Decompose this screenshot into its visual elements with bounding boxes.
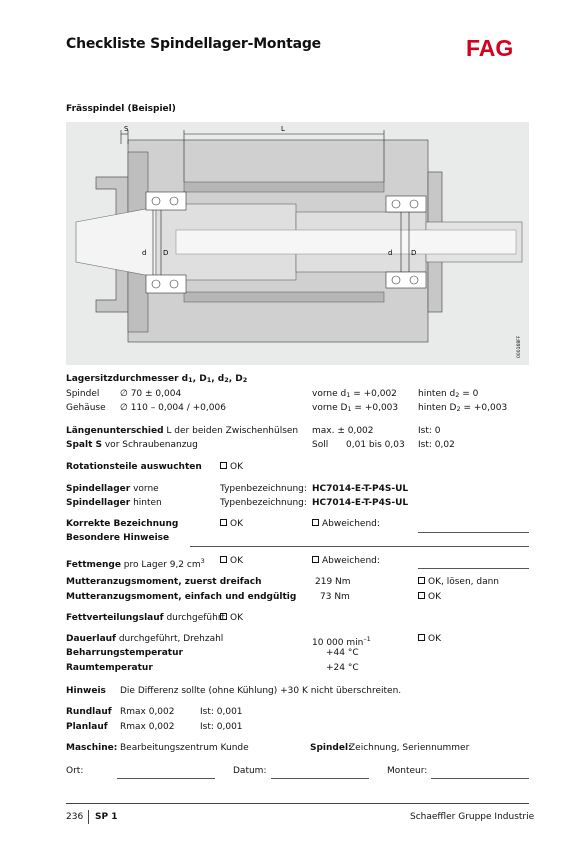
raum-value: +24 °C <box>326 663 359 673</box>
section-code: SP 1 <box>95 812 118 822</box>
mutter1-label: Mutteranzugsmoment, zuerst dreifach <box>66 577 262 587</box>
gehaeuse-hinten: hinten D2 = +0,003 <box>418 403 508 413</box>
spacer-top <box>184 182 384 192</box>
raum-label: Raumtemperatur <box>66 663 153 673</box>
label-D2: D <box>411 249 417 257</box>
spalt-ist: Ist: 0,02 <box>418 440 455 450</box>
rundlauf-ist: Ist: 0,001 <box>200 707 243 717</box>
hinweis-text: Die Differenz sollte (ohne Kühlung) +30 K nicht überschreiten. <box>120 686 402 696</box>
typ-hinten-value: HC7014-E-T-P4S-UL <box>312 498 409 508</box>
spalt-label: Spalt S vor Schraubenanzug <box>66 440 198 450</box>
footer-separator <box>88 810 89 824</box>
planlauf-ist: Ist: 0,001 <box>200 722 243 732</box>
checkbox-icon <box>220 613 227 620</box>
fettvert-label: Fettverteilungslauf durchgeführt <box>66 613 226 623</box>
mutter2-value: 73 Nm <box>320 592 350 602</box>
figure-caption: Frässpindel (Beispiel) <box>66 104 176 114</box>
spindel-vorne: vorne d1 = +0,002 <box>312 389 397 399</box>
label-l: L <box>281 125 285 133</box>
hinweis-label: Hinweis <box>66 686 106 696</box>
laengen-label: Längenunterschied L der beiden Zwischenhülsen <box>66 426 299 436</box>
beharrung-label: Beharrungstemperatur <box>66 648 183 658</box>
label-s: S <box>124 125 129 133</box>
dauerlauf-label: Dauerlauf durchgeführt, Drehzahl <box>66 634 224 644</box>
dauerlauf-value: 10 000 $\min^{-1}$ <box>312 635 371 648</box>
rundlauf-label: Rundlauf <box>66 707 112 717</box>
gehaeuse-tolerance: ∅ 110 – 0,004 / +0,006 <box>120 403 226 413</box>
besondere-field[interactable] <box>190 546 529 547</box>
fett-abweichend-checkbox[interactable]: Abweichend: <box>312 556 380 567</box>
spalt-soll: Soll <box>312 440 329 450</box>
dauerlauf-ok-checkbox[interactable]: OK <box>418 634 441 645</box>
laengen-max: max. ± 0,002 <box>312 426 374 436</box>
checkbox-icon <box>418 592 425 599</box>
datum-field[interactable] <box>271 778 369 779</box>
mutter1-value: 219 Nm <box>315 577 351 587</box>
company-name: Schaeffler Gruppe Industrie <box>410 812 535 822</box>
maschine-value: Bearbeitungszentrum Kunde <box>120 743 249 753</box>
ort-field[interactable] <box>117 778 215 779</box>
besondere-label: Besondere Hinweise <box>66 533 170 543</box>
spalt-soll-value: 0,01 bis 0,03 <box>346 440 405 450</box>
fett-abweichend-field[interactable] <box>418 568 529 569</box>
spindle-cross-section <box>66 122 529 365</box>
monteur-label: Monteur: <box>387 766 428 776</box>
label-d1: d <box>142 249 147 257</box>
planlauf-rmax: Rmax 0,002 <box>120 722 175 732</box>
footer-divider <box>66 803 529 804</box>
ort-label: Ort: <box>66 766 84 776</box>
spindel-hinten: hinten d2 = 0 <box>418 389 479 399</box>
mutter2-label: Mutteranzugsmoment, einfach und endgültig <box>66 592 297 602</box>
maschine-label: Maschine: <box>66 743 118 753</box>
monteur-field[interactable] <box>431 778 529 779</box>
checkbox-icon <box>220 519 227 526</box>
checkbox-icon <box>220 556 227 563</box>
page-number: 236 <box>66 812 84 822</box>
rotation-label: Rotationsteile auswuchten <box>66 462 202 472</box>
gehaeuse-vorne: vorne D1 = +0,003 <box>312 403 399 413</box>
spindellager-vorne-label: Spindellager vorne <box>66 484 159 494</box>
checkbox-icon <box>418 634 425 641</box>
spacer-bottom <box>184 292 384 302</box>
fett-ok-checkbox[interactable]: OK <box>220 556 243 567</box>
mutter1-ok-checkbox[interactable]: OK, lösen, dann <box>418 577 499 588</box>
checkbox-icon <box>418 577 425 584</box>
shaft-bore <box>176 230 516 254</box>
spindel-tolerance: ∅ 70 ± 0,004 <box>120 389 182 399</box>
spindel-value: Zeichnung, Seriennummer <box>349 743 470 753</box>
taper-bore <box>76 207 156 277</box>
typ-vorne-value: HC7014-E-T-P4S-UL <box>312 484 409 494</box>
checkbox-icon <box>220 462 227 469</box>
fettvert-ok-checkbox[interactable]: OK <box>220 613 243 624</box>
fag-logo <box>466 36 529 60</box>
spindle-drawing <box>66 122 529 365</box>
label-D1: D <box>163 249 169 257</box>
typ-hinten-label: Typenbezeichnung: <box>220 498 307 508</box>
rotation-ok-checkbox[interactable]: OK <box>220 462 243 473</box>
fett-label: Fettmenge pro Lager 9,2 $cm^3$ <box>66 557 205 570</box>
spindellager-hinten-label: Spindellager hinten <box>66 498 162 508</box>
beharrung-value: +44 °C <box>326 648 359 658</box>
laengen-ist: Ist: 0 <box>418 426 441 436</box>
checkbox-icon <box>312 519 319 526</box>
datum-label: Datum: <box>233 766 267 776</box>
fag-logo-text: FAG <box>466 36 514 60</box>
korrekt-label: Korrekte Bezeichnung <box>66 519 179 529</box>
label-d2: d <box>388 249 393 257</box>
korrekt-abweichend-field[interactable] <box>418 532 529 533</box>
korrekt-abweichend-checkbox[interactable]: Abweichend: <box>312 519 380 530</box>
figure-code: 000168FF <box>517 335 522 358</box>
spindel-label: Spindel <box>66 389 100 399</box>
lagersitz-heading: Lagersitzdurchmesser d1, D1, d2, D2 <box>66 374 248 384</box>
mutter2-ok-checkbox[interactable]: OK <box>418 592 441 603</box>
checkbox-icon <box>312 556 319 563</box>
typ-vorne-label: Typenbezeichnung: <box>220 484 307 494</box>
rundlauf-rmax: Rmax 0,002 <box>120 707 175 717</box>
page-title: Checkliste Spindellager-Montage <box>66 36 321 52</box>
spindel-label: Spindel: <box>310 743 352 753</box>
planlauf-label: Planlauf <box>66 722 108 732</box>
gehaeuse-label: Gehäuse <box>66 403 106 413</box>
korrekt-ok-checkbox[interactable]: OK <box>220 519 243 530</box>
